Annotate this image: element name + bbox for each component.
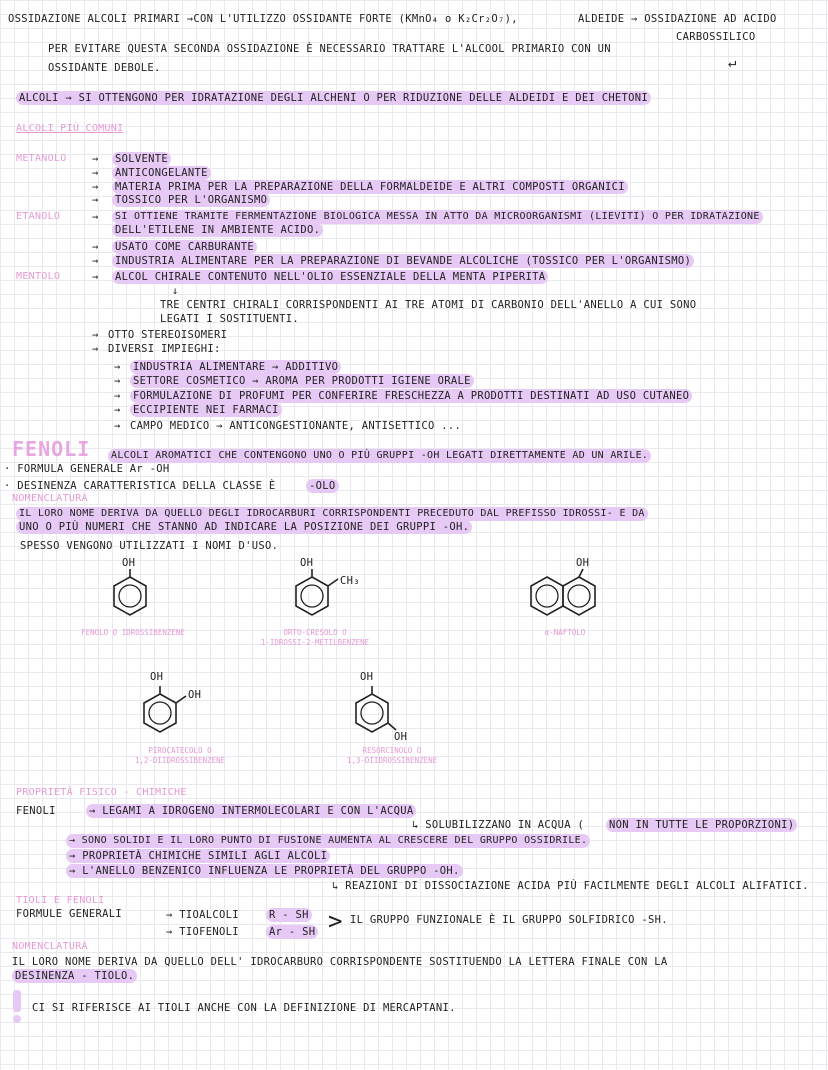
ch3-label: CH₃ bbox=[340, 575, 360, 587]
intro-carbossilico: CARBOSSILICO bbox=[676, 31, 756, 43]
resorcinol-structure bbox=[342, 672, 422, 752]
oh-label: OH bbox=[300, 557, 314, 569]
intro-aldeide: ALDEIDE → OSSIDAZIONE AD ACIDO bbox=[578, 13, 777, 25]
tiofenoli: → TIOFENOLI bbox=[166, 926, 239, 938]
proprieta-line2: → SONO SOLIDI E IL LORO PUNTO DI FUSIONE AUMENTA AL CRESCERE DEL GRUPPO OSSIDRILE. bbox=[66, 834, 590, 848]
return-icon: ↵ bbox=[728, 55, 737, 71]
etanolo-item3: INDUSTRIA ALIMENTARE PER LA PREPARAZIONE DI BEVANDE ALCOLICHE (TOSSICO PER L'ORGANISMO) bbox=[112, 254, 694, 268]
tioli-mercaptani: CI SI RIFERISCE AI TIOLI ANCHE CON LA DEFINIZIONE DI MERCAPTANI. bbox=[32, 1002, 456, 1014]
tioalcoli: → TIOALCOLI bbox=[166, 909, 239, 921]
oh-label: OH bbox=[150, 671, 164, 683]
alcoli-line: ALCOLI → SI OTTENGONO PER IDRATAZIONE DEGLI ALCHENI O PER RIDUZIONE DELLE ALDEIDI E DEI CHETONI bbox=[16, 91, 651, 105]
impiego-item: ECCIPIENTE NEI FARMACI bbox=[130, 403, 282, 417]
alcoli-comuni-heading: ALCOLI PIÙ COMUNI bbox=[16, 123, 124, 134]
arrow-icon: → bbox=[92, 255, 99, 267]
arrow-icon: → bbox=[92, 153, 99, 165]
intro-line2: PER EVITARE QUESTA SECONDA OSSIDAZIONE È NECESSARIO TRATTARE L'ALCOOL PRIMARIO CON UN bbox=[48, 43, 611, 55]
proprieta-line1b: ↳ SOLUBILIZZANO IN ACQUA ( bbox=[412, 819, 585, 831]
metanolo-item: SOLVENTE bbox=[112, 152, 171, 166]
arrow-icon: → bbox=[114, 420, 121, 432]
nomenclatura-line2: UNO O PIÙ NUMERI CHE STANNO AD INDICARE LA POSIZIONE DEI GRUPPI -OH. bbox=[16, 520, 472, 534]
tioli-nom-line1: IL LORO NOME DERIVA DA QUELLO DELL' IDROCARBURO CORRISPONDENTE SOSTITUENDO LA LETTERA FINALE CON LA bbox=[12, 956, 668, 968]
arrow-icon: → bbox=[92, 329, 99, 341]
down-arrow-icon: ↓ bbox=[172, 285, 179, 297]
etanolo-item1b: DELL'ETILENE IN AMBIENTE ACIDO. bbox=[112, 223, 323, 237]
oh-label: OH bbox=[394, 731, 408, 743]
proprieta-fenoli-label: FENOLI bbox=[16, 805, 56, 817]
fenoli-desinenza-value: -OLO bbox=[306, 479, 339, 493]
phenol-caption: FENOLO O IDROSSIBENZENE bbox=[81, 628, 185, 637]
resorcinol-caption1: RESORCINOLO O bbox=[362, 746, 422, 755]
tioli-heading: TIOLI E FENOLI bbox=[16, 895, 105, 906]
proprieta-heading: PROPRIETÀ FISICO - CHIMICHE bbox=[16, 787, 187, 798]
mentolo-item2: OTTO STEREOISOMERI bbox=[108, 329, 228, 341]
proprieta-line5: ↳ REAZIONI DI DISSOCIAZIONE ACIDA PIÙ FACILMENTE DEGLI ALCOLI ALIFATICI. bbox=[332, 880, 809, 892]
intro-line1: OSSIDAZIONE ALCOLI PRIMARI →CON L'UTILIZZO OSSIDANTE FORTE (KMnO₄ o K₂Cr₂O₇), bbox=[8, 13, 518, 25]
naphthol-caption: α-NAFTOLO bbox=[544, 628, 586, 637]
fenoli-definition: ALCOLI AROMATICI CHE CONTENGONO UNO O PIÙ GRUPPI -OH LEGATI DIRETTAMENTE AD UN ARILE. bbox=[108, 449, 651, 463]
exclamation-icon bbox=[10, 990, 24, 1024]
impiego-item: FORMULAZIONE DI PROFUMI PER CONFERIRE FRESCHEZZA A PRODOTTI DESTINATI AD USO CUTANEO bbox=[130, 389, 692, 403]
arrow-icon: → bbox=[114, 404, 121, 416]
proprieta-line1: → LEGAMI A IDROGENO INTERMOLECOLARI E CON L'ACQUA bbox=[86, 804, 416, 818]
pyrocatechol-caption2: 1,2-DIIDROSSIBENZENE bbox=[134, 756, 226, 765]
tioli-nomenclatura-heading: NOMENCLATURA bbox=[12, 941, 88, 952]
naphthol-structure bbox=[515, 555, 615, 630]
nomenclatura-heading: NOMENCLATURA bbox=[12, 493, 88, 504]
arrow-icon: → bbox=[92, 271, 99, 283]
nomenclatura-line3: SPESSO VENGONO UTILIZZATI I NOMI D'USO. bbox=[20, 540, 279, 552]
arrow-icon: → bbox=[92, 167, 99, 179]
arrow-icon: → bbox=[92, 211, 99, 223]
cresol-caption2: 1-IDROSSI-2-METILBENZENE bbox=[260, 638, 370, 647]
tioli-gruppo: IL GRUPPO FUNZIONALE È IL GRUPPO SOLFIDRICO -SH. bbox=[350, 914, 668, 926]
oh-label: OH bbox=[576, 557, 590, 569]
proprieta-line4: → L'ANELLO BENZENICO INFLUENZA LE PROPRIETÀ DEL GRUPPO -OH. bbox=[66, 864, 463, 878]
mentolo-detail2: LEGATI I SOSTITUENTI. bbox=[160, 313, 300, 325]
pyrocatechol-caption1: PIROCATECOLO O bbox=[148, 746, 212, 755]
arrow-icon: → bbox=[92, 181, 99, 193]
tioli-nom-line2: DESINENZA - TIOLO. bbox=[12, 969, 137, 983]
oh-label: OH bbox=[360, 671, 374, 683]
mentolo-item1: ALCOL CHIRALE CONTENUTO NELL'OLIO ESSENZIALE DELLA MENTA PIPERITA bbox=[112, 270, 548, 284]
tiofenoli-formula: Ar - SH bbox=[266, 925, 318, 939]
resorcinol-caption2: 1,3-DIIDROSSIBENZENE bbox=[346, 756, 438, 765]
pyrocatechol-structure bbox=[130, 672, 210, 747]
oh-label: OH bbox=[122, 557, 136, 569]
proprieta-line1b-hl: NON IN TUTTE LE PROPORZIONI) bbox=[606, 818, 797, 832]
mentolo-item3: DIVERSI IMPIEGHI: bbox=[108, 343, 221, 355]
arrow-icon: → bbox=[92, 194, 99, 206]
metanolo-label: METANOLO bbox=[16, 153, 67, 164]
nomenclatura-line1: IL LORO NOME DERIVA DA QUELLO DEGLI IDROCARBURI CORRISPONDENTI PRECEDUTO DAL PREFISSO IDROSSI- E DA bbox=[16, 507, 648, 521]
arrow-icon: → bbox=[114, 390, 121, 402]
arrow-icon: → bbox=[92, 343, 99, 355]
tioalcoli-formula: R - SH bbox=[266, 908, 312, 922]
arrow-icon: → bbox=[114, 375, 121, 387]
oh-label: OH bbox=[188, 689, 202, 701]
metanolo-item: ANTICONGELANTE bbox=[112, 166, 211, 180]
fenoli-desinenza: · DESINENZA CARATTERISTICA DELLA CLASSE È bbox=[4, 480, 276, 492]
impiego-item: SETTORE COSMETICO → AROMA PER PRODOTTI IGIENE ORALE bbox=[130, 374, 474, 388]
proprieta-line3: → PROPRIETÀ CHIMICHE SIMILI AGLI ALCOLI bbox=[66, 849, 330, 863]
etanolo-label: ETANOLO bbox=[16, 211, 61, 222]
etanolo-item1: SI OTTIENE TRAMITE FERMENTAZIONE BIOLOGICA MESSA IN ATTO DA MICROORGANISMI (LIEVITI) O PER IDRATAZIONE bbox=[112, 210, 763, 224]
impiego-item: CAMPO MEDICO → ANTICONGESTIONANTE, ANTISETTICO ... bbox=[130, 420, 462, 432]
arrow-icon: → bbox=[92, 241, 99, 253]
formule-label: FORMULE GENERALI bbox=[16, 908, 122, 920]
metanolo-item: TOSSICO PER L'ORGANISMO bbox=[112, 193, 270, 207]
impiego-item: INDUSTRIA ALIMENTARE → ADDITIVO bbox=[130, 360, 341, 374]
cresol-structure bbox=[282, 555, 362, 630]
mentolo-detail1: TRE CENTRI CHIRALI CORRISPONDENTI AI TRE ATOMI DI CARBONIO DELL'ANELLO A CUI SONO bbox=[160, 299, 697, 311]
metanolo-item: MATERIA PRIMA PER LA PREPARAZIONE DELLA FORMALDEIDE E ALTRI COMPOSTI ORGANICI bbox=[112, 180, 628, 194]
brace-icon: > bbox=[328, 907, 343, 935]
cresol-caption1: ORTO-CRESOLO O bbox=[283, 628, 347, 637]
intro-line3: OSSIDANTE DEBOLE. bbox=[48, 62, 161, 74]
arrow-icon: → bbox=[114, 361, 121, 373]
etanolo-item2: USATO COME CARBURANTE bbox=[112, 240, 257, 254]
mentolo-label: MENTOLO bbox=[16, 271, 61, 282]
fenoli-formula: · FORMULA GENERALE Ar -OH bbox=[4, 463, 170, 475]
fenoli-title: FENOLI bbox=[12, 437, 91, 461]
